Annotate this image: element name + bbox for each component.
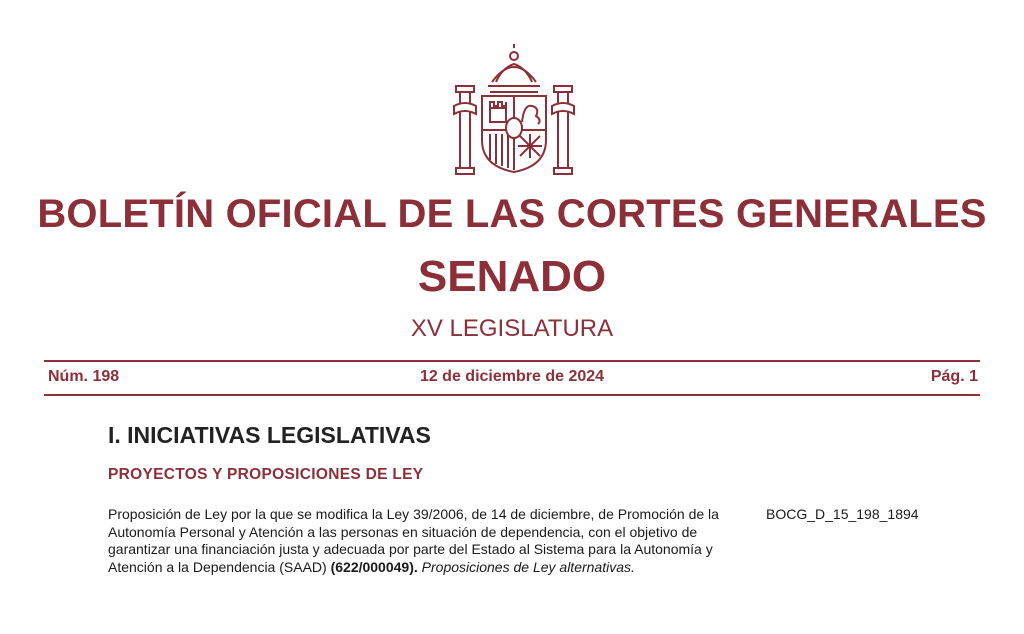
section-title: I. INICIATIVAS LEGISLATIVAS xyxy=(108,422,431,448)
entry-text xyxy=(108,506,730,576)
entry-code: (622/000049). xyxy=(330,558,418,575)
entry-reference: BOCG_D_15_198_1894 xyxy=(766,506,919,522)
subsection-title: PROYECTOS Y PROPOSICIONES DE LEY xyxy=(108,466,424,483)
issue-number: Núm. 198 xyxy=(48,368,120,385)
entry-body: Proposición de Ley por la que se modifica la Ley 39/2006, de 14 de diciembre, de Promoción de la Autonomía Personal y Atención a las personas en situación de dependencia, con el objetivo de garantizar una financiación justa y adecuada por parte del Estado al Sistema para la Autonomía y Atención a la Dependencia (SAAD) xyxy=(108,506,719,575)
header-rule-top xyxy=(44,360,980,362)
entry-type: Proposiciones de Ley alternativas. xyxy=(417,558,635,575)
legislature-label: XV LEGISLATURA xyxy=(410,315,614,342)
bulletin-title: BOLETÍN OFICIAL DE LAS CORTES GENERALES xyxy=(37,192,987,236)
header-rule-bottom xyxy=(44,394,980,396)
page-number: Pág. 1 xyxy=(930,368,978,385)
issue-date: 12 de diciembre de 2024 xyxy=(419,368,605,385)
coat-of-arms-icon xyxy=(452,42,576,178)
chamber-title: SENADO xyxy=(417,252,607,301)
